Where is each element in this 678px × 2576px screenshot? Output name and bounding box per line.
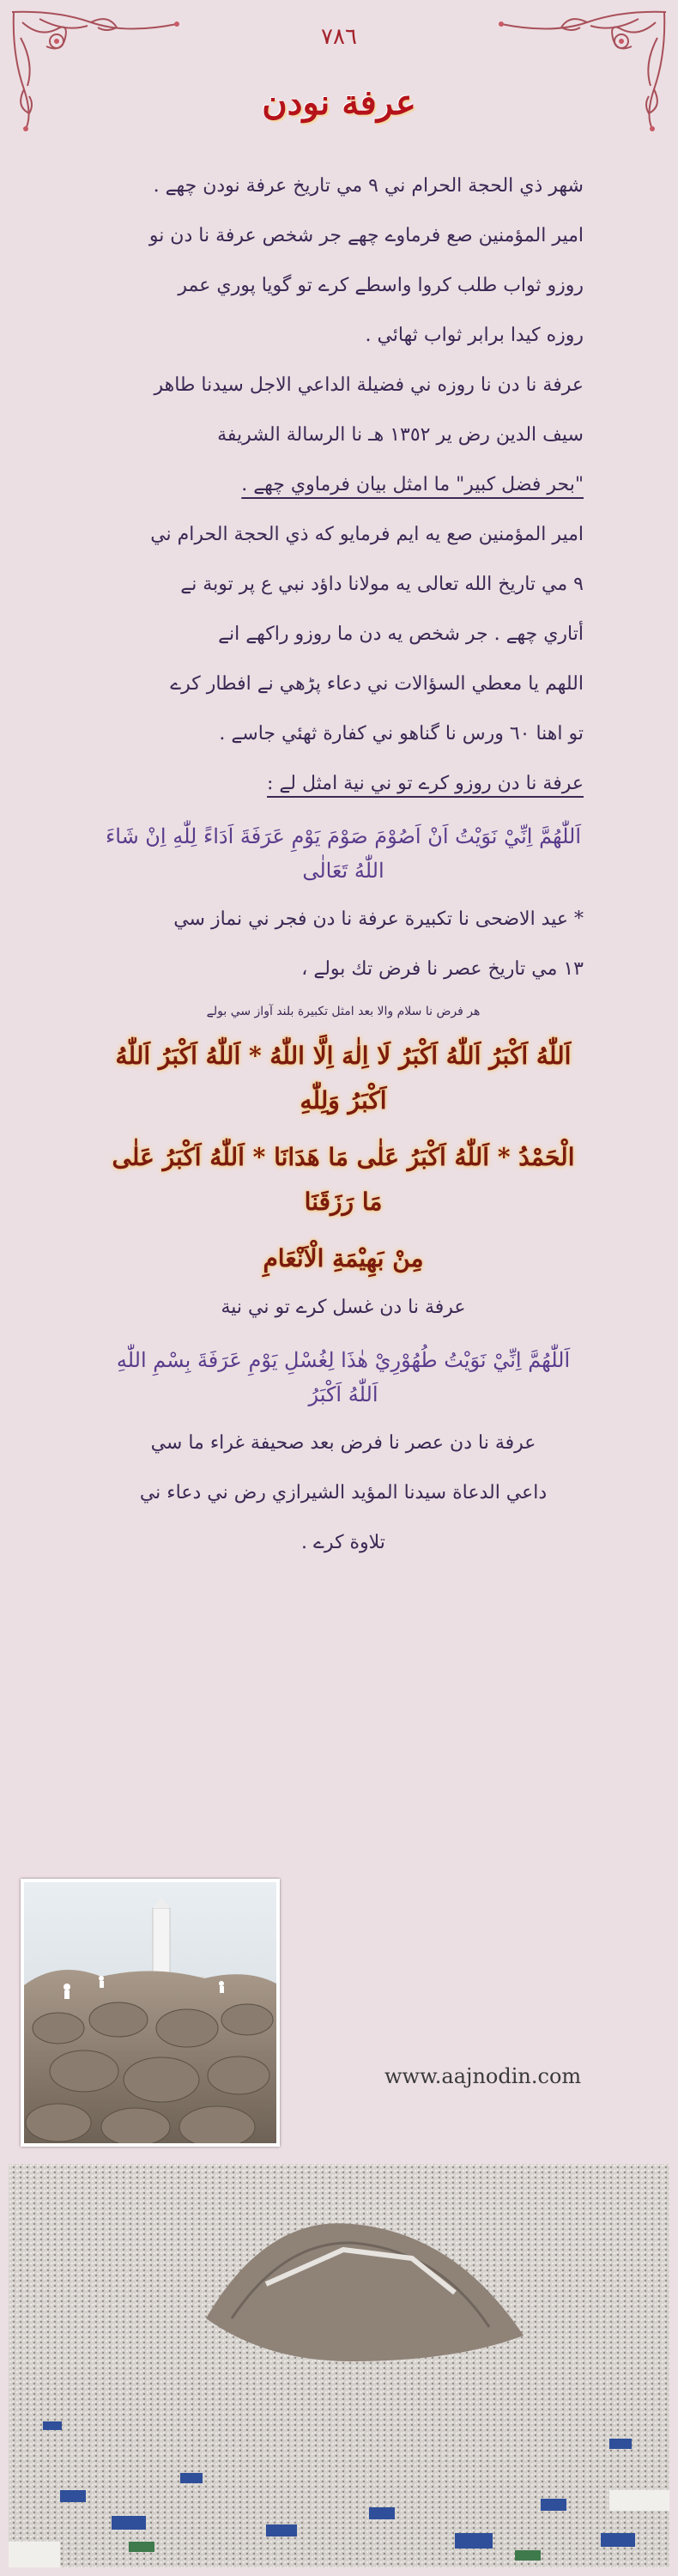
text-line: شهر ذي الحجة الحرام ني ٩ مي تاريخ عرفة نودن چهے . bbox=[153, 175, 584, 197]
takbir-intro-line: ١٣ مي تاريخ عصر نا فرض تك بولے ، bbox=[301, 958, 584, 980]
arafat-pilgrims-aerial-icon bbox=[9, 2164, 669, 2567]
arafat-crowd-photo bbox=[9, 2164, 669, 2567]
takbir-intro-line: * عيد الاضحى نا تكبيرة عرفة نا دن فجر ني نماز سي bbox=[173, 908, 584, 930]
text-line: امير المؤمنين صع فرماوے چهے جر شخص عرفة نا دن نو bbox=[148, 225, 584, 246]
closing-line: عرفة نا دن عصر نا فرض بعد صحيفة غراء ما سي bbox=[150, 1432, 536, 1454]
article-body bbox=[103, 172, 584, 1578]
text-line: امير المؤمنين صع يه ايم فرمايو كه ذي الحجة الحرام ني bbox=[150, 524, 584, 545]
website-link[interactable]: www.aajnodin.com bbox=[384, 2064, 582, 2088]
text-line: ٩ مي تاريخ الله تعالى يه مولانا داؤد نبي ع پر توبة نے bbox=[180, 574, 584, 595]
text-line bbox=[103, 471, 584, 500]
takbir-line: مِنْ بَهِيْمَةِ الْاَنْعَامِ bbox=[263, 1244, 424, 1273]
text-line: روزه كيدا برابر ثواب ثهائي . bbox=[365, 325, 584, 346]
text-line: تو اهنا ٦٠ ورس نا گناهو ني كفارة ثهئي جاسے . bbox=[219, 723, 584, 744]
text-line: أتاري چهے . جر شخص يه دن ما روزو راكهے انے bbox=[218, 623, 584, 645]
ghusl-intention-dua: اَللّٰهُمَّ اِنِّيْ نَوَيْتُ طُهُوْرِيْ هٰذَا لِغُسْلِ يَوْمِ عَرَفَةَ بِسْمِ اللّٰهِ اَللّٰهُ اَكْبَرُ bbox=[116, 1348, 571, 1406]
closing-line: داعي الدعاة سيدنا المؤيد الشيرازي رض ني دعاء ني bbox=[139, 1482, 548, 1504]
text-line: سيف الدين رض ير ١٣٥٢ هـ نا الرسالة الشريفة bbox=[217, 424, 584, 446]
text-line: روزو ثواب طلب كروا واسطے كرے تو گويا پوري عمر bbox=[178, 275, 584, 296]
takbir-note: هر فرض نا سلام والا بعد امثل تكبيرة بلند آواز سي بولے bbox=[206, 1005, 481, 1018]
ghusl-heading: عرفة نا دن غسل كرے تو ني نية bbox=[221, 1297, 466, 1318]
mount-arafat-pillar-icon bbox=[24, 1882, 276, 2143]
book-title: "بحر فضل كبير" ما امثل بيان فرماوي چهے . bbox=[241, 474, 584, 495]
text-line: اللهم يا معطي السؤالات ني دعاء پڑهي نے افطار كرے bbox=[170, 673, 584, 695]
closing-line: تلاوة كرے . bbox=[301, 1532, 385, 1553]
text-line: عرفة نا دن نا روزه ني فضيلة الداعي الاجل سيدنا طاهر bbox=[154, 374, 584, 396]
fast-intention-heading: عرفة نا دن روزو كرے تو ني نية امثل لے : bbox=[267, 773, 584, 794]
page-title: عرفة نودن bbox=[262, 82, 416, 123]
mount-arafat-photo bbox=[21, 1879, 280, 2147]
section-heading bbox=[103, 769, 584, 799]
page-number: ٧٨٦ bbox=[321, 24, 357, 50]
takbir-line: الْحَمْدُ * اَللّٰهُ اَكْبَرُ عَلٰى مَا هَدَانَا * اَللّٰهُ اَكْبَرُ عَلٰى مَا رَزَقَنَا bbox=[112, 1143, 575, 1216]
takbir-line: اَللّٰهُ اَكْبَرُ اَللّٰهُ اَكْبَرُ لَا اِلٰهَ اِلَّا اللّٰهُ * اَللّٰهُ اَكْبَرُ اَللّٰهُ اَكْبَرُ وَلِلّٰهِ bbox=[115, 1042, 572, 1115]
fast-intention-dua: اَللّٰهُمَّ اِنِّيْ نَوَيْتُ اَنْ اَصُوْمَ صَوْمَ يَوْمِ عَرَفَةَ اَدَاءً لِلّٰهِ اِنْ شَاءَ اللّٰهُ تَعَالٰى bbox=[105, 824, 582, 883]
